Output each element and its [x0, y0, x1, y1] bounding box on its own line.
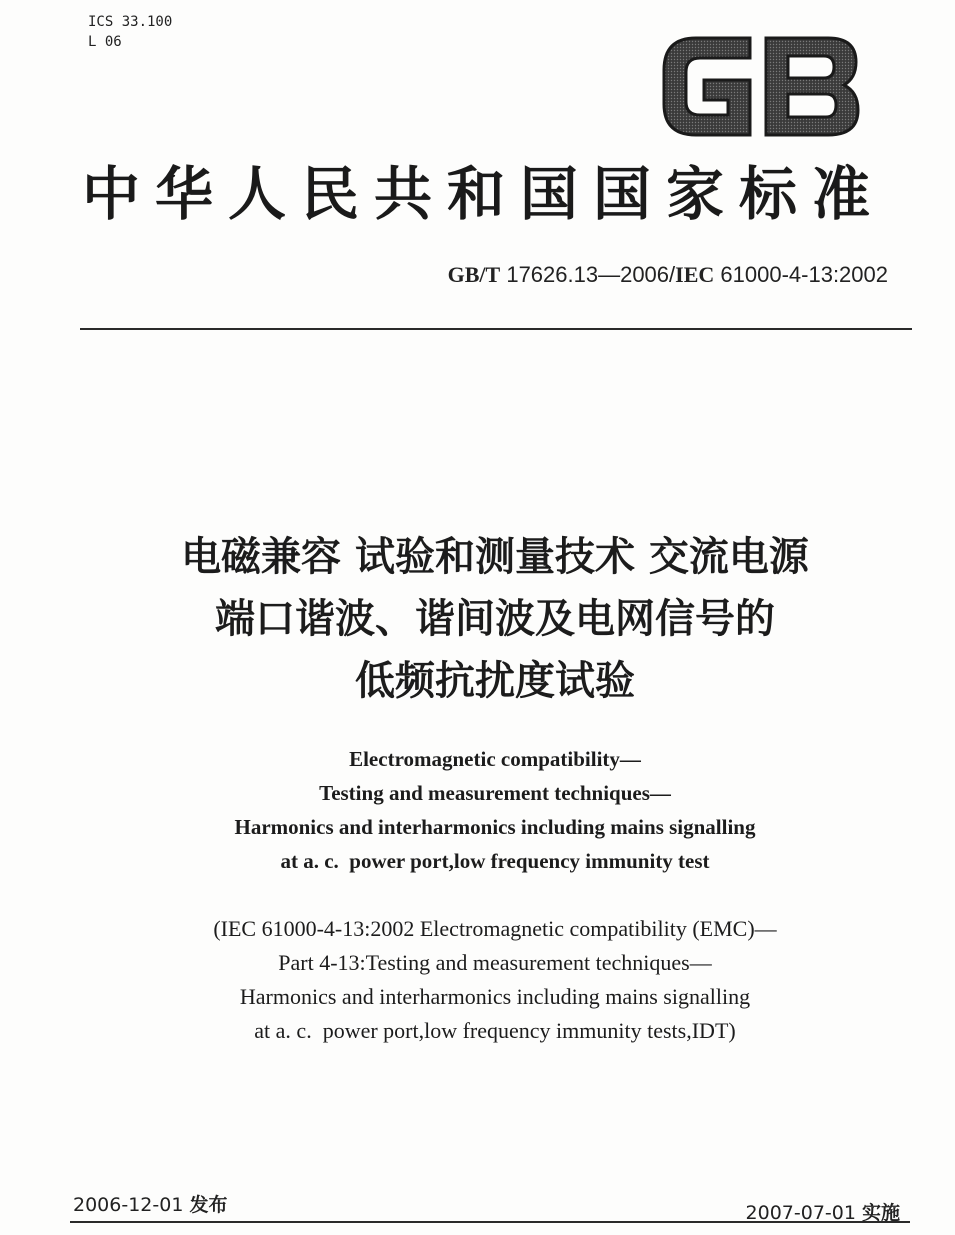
- logo-letter-b: [766, 38, 858, 135]
- publish-label: 发布: [189, 1194, 228, 1216]
- publish-date: [73, 1190, 227, 1217]
- gb-logo-icon: [658, 34, 863, 139]
- english-title: [60, 742, 930, 878]
- standard-number-tail: 61000-4-13:2002: [720, 262, 888, 287]
- chinese-title: [60, 526, 930, 712]
- standard-number-prefix: GB/T: [447, 262, 501, 287]
- chinese-title-line: 电磁兼容 试验和测量技术 交流电源: [181, 534, 809, 580]
- chinese-title-line: 低频抗扰度试验: [355, 658, 635, 704]
- iec-reference: [40, 912, 950, 1048]
- publish-date-value: 2006-12-01: [73, 1194, 184, 1216]
- header-divider: [80, 328, 912, 330]
- standard-number-body: 17626.13—2006/: [506, 262, 676, 287]
- standard-number: [448, 262, 888, 288]
- standard-number-iec: IEC: [675, 262, 715, 287]
- iec-reference-line: (IEC 61000-4-13:2002 Electromagnetic compatibility (EMC)—: [213, 916, 777, 941]
- logo-letter-g: [664, 38, 750, 135]
- national-standard-title: 中华人民共和国国家标准: [82, 160, 886, 228]
- english-title-line: Harmonics and interharmonics including mains signalling: [234, 815, 756, 839]
- ics-code: ICS 33.100: [88, 14, 173, 30]
- implement-date-value: 2007-07-01: [745, 1202, 856, 1224]
- english-title-line: at a. c. power port,low frequency immunity test: [280, 849, 710, 873]
- iec-reference-line: Part 4-13:Testing and measurement techniques—: [278, 950, 712, 975]
- chinese-title-line: 端口谐波、谐间波及电网信号的: [215, 596, 775, 642]
- footer-divider: [70, 1221, 910, 1223]
- ccs-code: L 06: [88, 34, 122, 50]
- implement-label: 实施: [861, 1202, 900, 1224]
- iec-reference-line: Harmonics and interharmonics including mains signalling: [239, 984, 751, 1009]
- iec-reference-line: at a. c. power port,low frequency immunity tests,IDT): [254, 1018, 736, 1043]
- classification-codes: [88, 12, 172, 52]
- english-title-line: Testing and measurement techniques—: [319, 781, 671, 805]
- english-title-line: Electromagnetic compatibility—: [349, 747, 641, 771]
